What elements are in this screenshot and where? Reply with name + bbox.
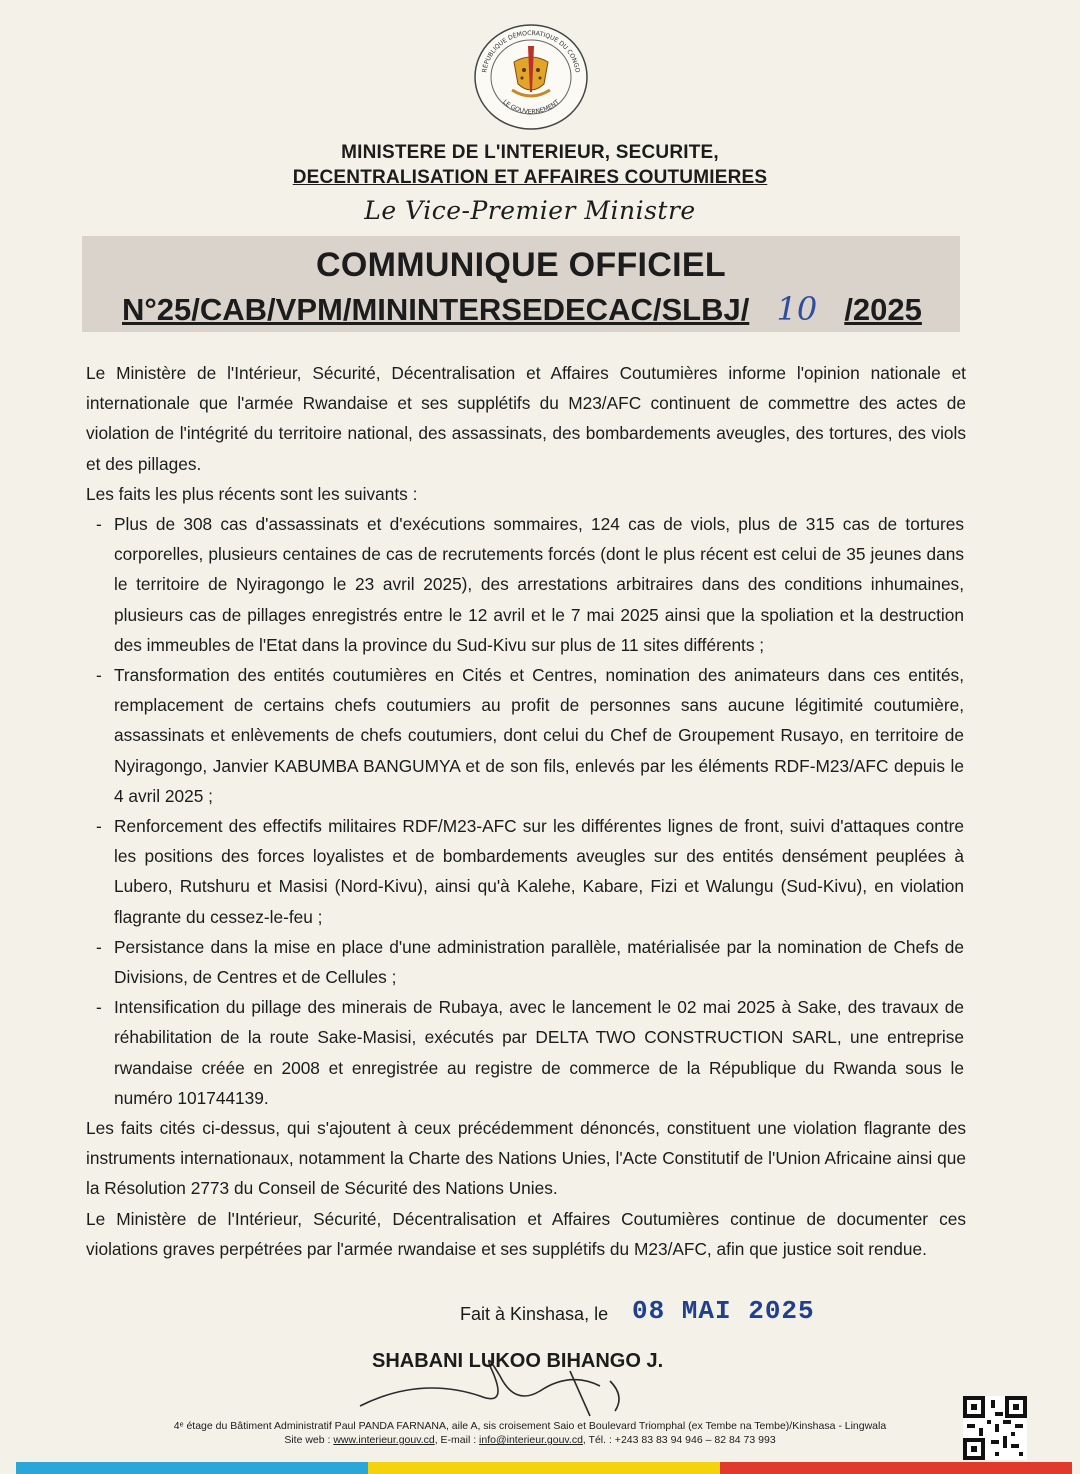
ministry-line-2: DECENTRALISATION ET AFFAIRES COUTUMIERES [292, 167, 768, 188]
ministry-heading [230, 140, 830, 190]
bullet-dash: - [96, 816, 102, 837]
contact-line: Site web : www.interieur.gouv.cd, E-mail : info@interieur.gouv.cd, Tél. : +243 83 83 94 946 – 82 84 73 993 [284, 1434, 776, 1446]
flag-red [720, 1462, 1072, 1474]
reference-handwritten-number: 10 [776, 290, 818, 328]
bullet-dash: - [96, 514, 102, 535]
list-item: - Plus de 308 cas d'assassinats et d'exécutions sommaires, 124 cas de viols, plus de 315 cas de tortures corporelles, plusieurs centaines de cas de recrutements forcés (dont le plus récent est celui de 35 jeunes dans le territoire de Nyiragongo le 23 avril 2025), des arrestations arbitraires dans des conditions inhumaines, plusieurs cas de pillages enregistrés entre le 12 avril et le 7 mai 2025 ainsi que la spoliation et la destruction des immeubles de l'Etat dans la province du Sud-Kivu sur plus de 11 sites différents ; [86, 509, 964, 660]
bullet-dash: - [96, 665, 102, 686]
website-link[interactable]: www.interieur.gouv.cd [333, 1434, 435, 1446]
bullet-dash: - [96, 997, 102, 1018]
flag-stripe [16, 1462, 1072, 1474]
bullet-dash: - [96, 936, 102, 957]
address-line: 4ᵉ étage du Bâtiment Administratif Paul PANDA FARNANA, aile A, sis croisement Saio et Boulevard Triomphal (ex Tembe na Tembe)/Kinshasa - Lingwala [173, 1420, 887, 1432]
reference-number [122, 290, 922, 328]
reference-prefix: N°25/CAB/VPM/MININTERSEDECAC/SLBJ/ [122, 292, 750, 327]
seal-ring-top: RÉPUBLIQUE DÉMOCRATIQUE DU CONGO [481, 29, 581, 74]
communique-title: COMMUNIQUE OFFICIEL [316, 246, 726, 284]
facts-lead: Les faits les plus récents sont les suivants : [86, 483, 418, 504]
ministry-line-1: MINISTERE DE L'INTERIEUR, SECURITE, [341, 142, 719, 163]
intro-paragraph: Le Ministère de l'Intérieur, Sécurité, Décentralisation et Affaires Coutumières informe l'opinion nationale et internationale que l'armée Rwandaise et ses supplétifs du M23/AFC continuent de commettre des actes de violation de l'intégrité du territoire national, des assassinats, des bombardements aveugles, des tortures, des viols et des pillages. [86, 363, 966, 474]
office-title: Le Vice-Premier Ministre [364, 196, 696, 225]
qr-code-icon [963, 1396, 1027, 1460]
facts-list [86, 509, 966, 1113]
reference-suffix: /2025 [844, 292, 922, 327]
date-stamp: 08 MAI 2025 [632, 1296, 815, 1326]
footer-address [110, 1419, 950, 1447]
phone-numbers: , Tél. : +243 83 83 94 946 – 82 84 73 993 [582, 1434, 776, 1446]
conclusion-paragraph-1: Les faits cités ci-dessus, qui s'ajoutent à ceux précédemment dénoncés, constituent une violation flagrante des instruments internationaux, notamment la Charte des Nations Unies, l'Acte Constitutif de l'Union Africaine ainsi que la Résolution 2773 du Conseil de Sécurité des Nations Unies. [86, 1118, 966, 1199]
place-label: Fait à Kinshasa, le [460, 1304, 609, 1324]
flag-yellow [368, 1462, 720, 1474]
flag-blue [16, 1462, 368, 1474]
seal-ring-bottom: LE GOUVERNEMENT [501, 98, 561, 116]
government-seal-icon [472, 22, 590, 132]
email-link[interactable]: info@interieur.gouv.cd [479, 1434, 583, 1446]
list-item: - Intensification du pillage des minerais de Rubaya, avec le lancement le 02 mai 2025 à Sake, des travaux de réhabilitation de la route Sake-Masisi, exécutés par DELTA TWO CONSTRUCTION SARL, une entreprise rwandaise créée en 2008 et enregistrée au registre de commerce de la République du Rwanda sous le numéro 101744139. [86, 992, 964, 1113]
list-item: - Renforcement des effectifs militaires RDF/M23-AFC sur les différentes lignes de front, suivi d'attaques contre les positions des forces loyalistes et de bombardements aveugles sur des entités densément peuplées à Lubero, Rutshuru et Masisi (Nord-Kivu), ainsi qu'à Kalehe, Kabare, Fizi et Walungu (Sud-Kivu), en violation flagrante du cessez-le-feu ; [86, 811, 964, 932]
list-item: - Transformation des entités coutumières en Cités et Centres, nomination des animateurs dans ces entités, remplacement de certains chefs coutumiers au profit de personnes sans aucune légitimité coutumière, assassinats et enlèvements de chefs coutumiers, dont celui du Chef de Groupement Rusayo, en territoire de Nyiragongo, Janvier KABUMBA BANGUMYA et de son fils, enlevés par les éléments RDF-M23/AFC depuis le 4 avril 2025 ; [86, 660, 964, 811]
signer-name: SHABANI LUKOO BIHANGO J. [372, 1350, 664, 1372]
title-band [82, 236, 960, 332]
list-item: - Persistance dans la mise en place d'une administration parallèle, matérialisée par la nomination de Chefs de Divisions, de Centres et de Cellules ; [86, 932, 964, 992]
communique-body [86, 358, 966, 1264]
conclusion-paragraph-2: Le Ministère de l'Intérieur, Sécurité, Décentralisation et Affaires Coutumières continue de documenter ces violations graves perpétrées par l'armée rwandaise et ses supplétifs du M23/AFC, afin que justice soit rendue. [86, 1208, 966, 1259]
